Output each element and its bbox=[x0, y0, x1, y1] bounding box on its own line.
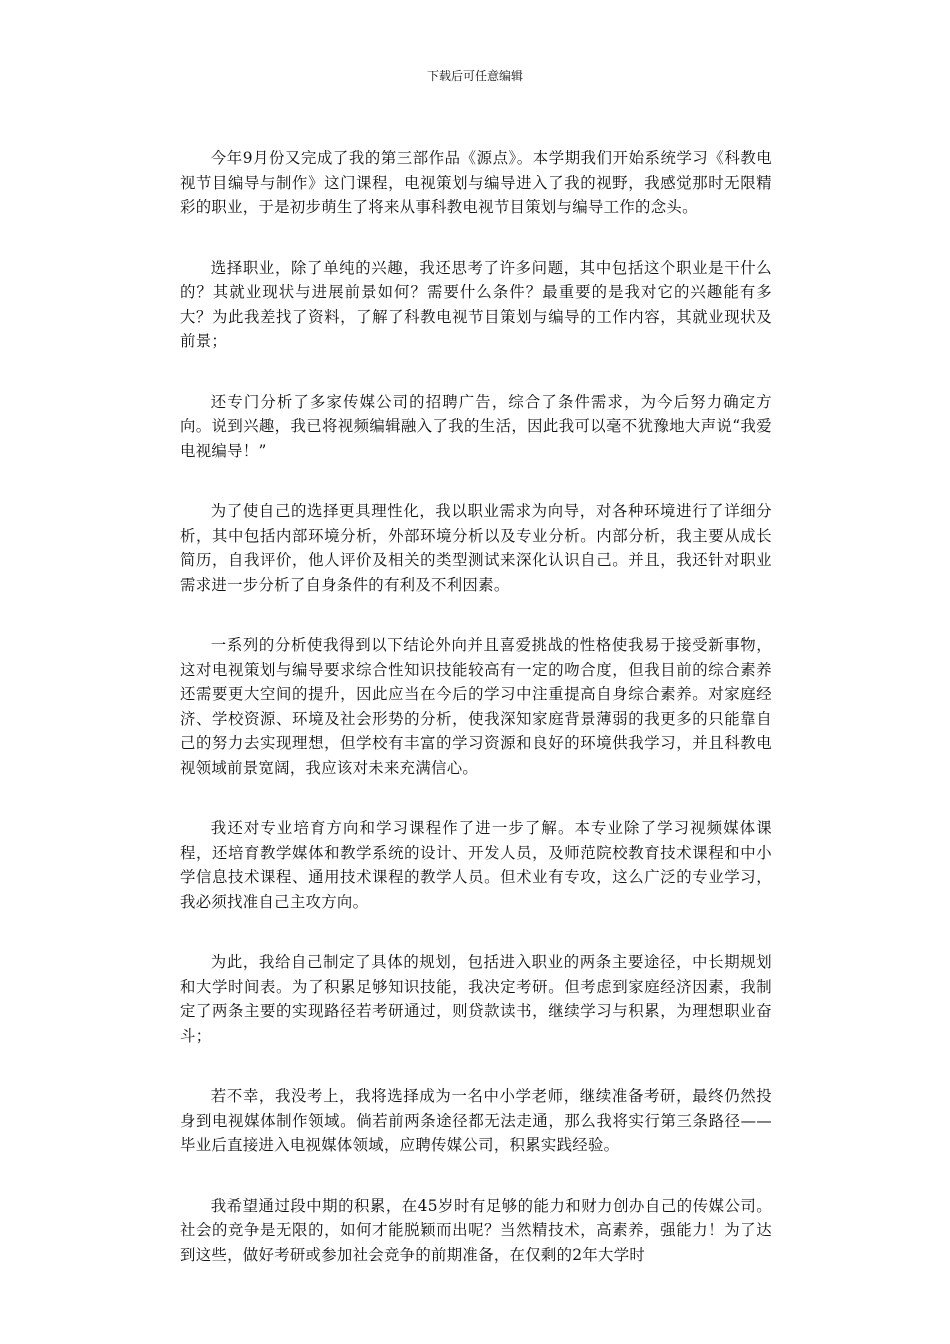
paragraph-1: 今年9月份又完成了我的第三部作品《源点》。本学期我们开始系统学习《科教电视节目编导与制作》这门课程，电视策划与编导进入了我的视野，我感觉那时无限精彩的职业，于是初步萌生了将来从事科教电视节目策划与编导工作的念头。 bbox=[180, 149, 772, 216]
paragraph-7: 为此，我给自己制定了具体的规划，包括进入职业的两条主要途径，中长期规划和大学时间表。为了积累足够知识技能，我决定考研。但考虑到家庭经济因素，我制定了两条主要的实现路径若考研通过，则贷款读书，继续学习与积累，为理想职业奋斗； bbox=[180, 953, 772, 1045]
paragraph-5: 一系列的分析使我得到以下结论外向并且喜爱挑战的性格使我易于接受新事物，这对电视策划与编导要求综合性知识技能较高有一定的吻合度，但我目前的综合素养还需要更大空间的提升，因此应当在今后的学习中注重提高自身综合素养。对家庭经济、学校资源、环境及社会形势的分析，使我深知家庭背景薄弱的我更多的只能靠自己的努力去实现理想，但学校有丰富的学习资源和良好的环境供我学习，并且科教电视领域前景宽阔，我应该对未来充满信心。 bbox=[180, 636, 772, 777]
page-header: 下载后可任意编辑 bbox=[426, 69, 523, 83]
paragraph-6: 我还对专业培育方向和学习课程作了进一步了解。本专业除了学习视频媒体课程，还培育教学媒体和教学系统的设计、开发人员，及师范院校教育技术课程和中小学信息技术课程、通用技术课程的教学人员。但术业有专攻，这么广泛的专业学习，我必须找准自己主攻方向。 bbox=[180, 819, 772, 911]
paragraph-2: 选择职业，除了单纯的兴趣，我还思考了许多问题，其中包括这个职业是干什么的？其就业现状与进展前景如何？需要什么条件？最重要的是我对它的兴趣能有多大？为此我差找了资料，了解了科教电视节目策划与编导的工作内容，其就业现状及前景； bbox=[180, 258, 772, 350]
paragraph-9: 我希望通过段中期的积累，在45岁时有足够的能力和财力创办自己的传媒公司。社会的竞争是无限的，如何才能脱颖而出呢？当然精技术，高素养，强能力！为了达到这些，做好考研或参加社会竞争的前期准备，在仅剩的2年大学时 bbox=[180, 1196, 772, 1264]
paragraph-8: 若不幸，我没考上，我将选择成为一名中小学老师，继续准备考研，最终仍然投身到电视媒体制作领域。倘若前两条途径都无法走通，那么我将实行第三条路径——毕业后直接进入电视媒体领域，应聘传媒公司，积累实践经验。 bbox=[180, 1087, 772, 1154]
paragraph-3: 还专门分析了多家传媒公司的招聘广告，综合了条件需求，为今后努力确定方向。说到兴趣，我已将视频编辑融入了我的生活，因此我可以毫不犹豫地大声说“我爱电视编导！” bbox=[180, 392, 772, 460]
document-body bbox=[180, 146, 772, 1303]
paragraph-4: 为了使自己的选择更具理性化，我以职业需求为向导，对各种环境进行了详细分析，其中包括内部环境分析，外部环境分析以及专业分析。内部分析，我主要从成长简历，自我评价，他人评价及相关的类型测试来深化认识自己。并且，我还针对职业需求进一步分析了自身条件的有利及不利因素。 bbox=[180, 502, 772, 594]
